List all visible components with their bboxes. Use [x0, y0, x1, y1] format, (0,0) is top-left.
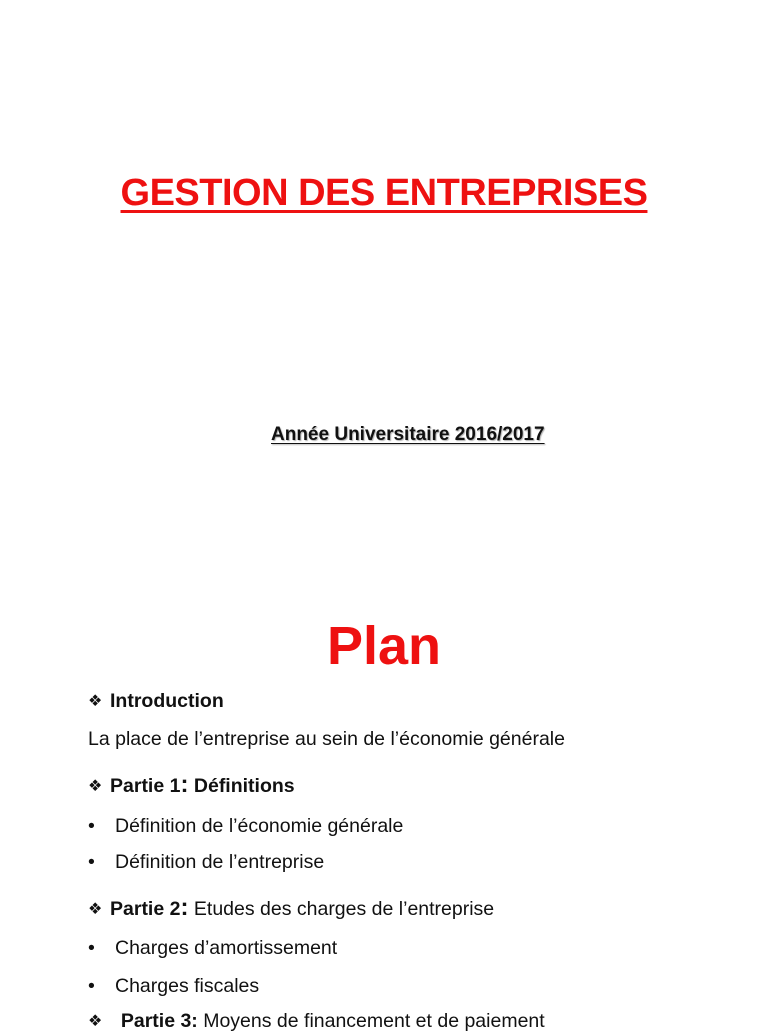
part1-title: Définitions [193, 775, 295, 797]
part1-bullet-2: Définition de l’entreprise [115, 851, 325, 873]
diamond-icon: ❖ [88, 693, 103, 710]
diamond-icon: ❖ [88, 1013, 103, 1030]
part3-heading [88, 1010, 545, 1033]
part1-heading [88, 771, 295, 798]
diamond-icon: ❖ [88, 901, 103, 918]
list-item [88, 815, 403, 838]
bullet-icon: • [88, 851, 95, 873]
diamond-icon: ❖ [88, 778, 103, 795]
plan-heading: Plan [326, 616, 442, 676]
part2-title: Etudes des charges de l’entreprise [193, 898, 495, 920]
bullet-icon: • [88, 937, 95, 959]
list-item [88, 937, 337, 960]
part1-bullet-1: Définition de l’économie générale [115, 815, 404, 837]
intro-label: Introduction [110, 690, 224, 712]
bullet-icon: • [88, 975, 95, 997]
list-item [88, 851, 324, 874]
part1-colon: : [180, 771, 189, 798]
bullet-icon: • [88, 815, 95, 837]
plan-slide [0, 575, 768, 1032]
part2-bullet-2: Charges fiscales [115, 975, 260, 997]
intro-text: La place de l’entreprise au sein de l’économie générale [88, 728, 565, 750]
part2-heading [88, 894, 495, 921]
part1-label: Partie 1 [110, 775, 181, 797]
part2-bullet-1: Charges d’amortissement [115, 937, 338, 959]
list-item [88, 975, 259, 998]
intro-heading [88, 690, 224, 713]
part3-label: Partie 3: [120, 1010, 198, 1032]
part2-colon: : [180, 894, 189, 921]
academic-year: Année Universitaire 2016/2017 [271, 424, 545, 445]
document-title: GESTION DES ENTREPRISES [120, 172, 648, 214]
part3-title: Moyens de financement et de paiement [203, 1010, 545, 1032]
part2-label: Partie 2 [110, 898, 181, 920]
